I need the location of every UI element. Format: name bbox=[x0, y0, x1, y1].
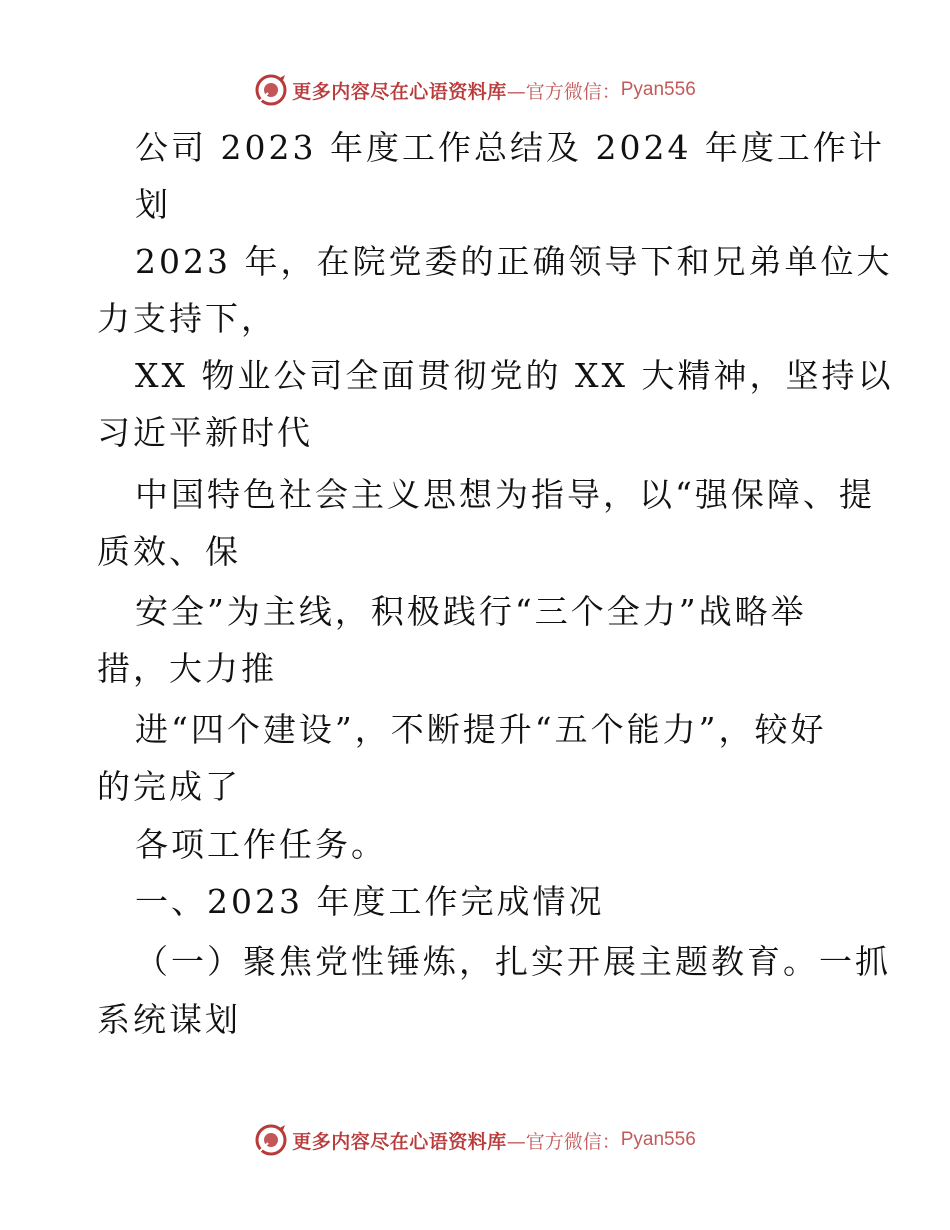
paragraph-line: 习近平新时代 bbox=[97, 413, 313, 452]
watermark-wechat-id: Pyan556 bbox=[620, 1129, 696, 1150]
watermark-wechat-id: Pyan556 bbox=[620, 79, 696, 100]
paragraph-line: 系统谋划 bbox=[97, 1000, 241, 1039]
paragraph-line: 安全”为主线，积极践行“三个全力”战略举 bbox=[135, 592, 807, 631]
pen-logo-icon bbox=[254, 1123, 288, 1157]
section-heading: 一、2023 年度工作完成情况 bbox=[135, 882, 605, 921]
paragraph-line: 的完成了 bbox=[97, 767, 241, 806]
paragraph-line: 2023 年，在院党委的正确领导下和兄弟单位大 bbox=[135, 242, 893, 281]
footer-watermark bbox=[0, 1120, 950, 1160]
watermark-sub-text: —官方微信： bbox=[506, 1130, 621, 1153]
paragraph-line: 中国特色社会主义思想为指导，以“强保障、提 bbox=[135, 475, 875, 514]
paragraph-line: 力支持下， bbox=[97, 299, 277, 338]
paragraph-line: 各项工作任务。 bbox=[135, 825, 387, 864]
paragraph-line: 质效、保 bbox=[97, 532, 241, 571]
paragraph-line: （一）聚焦党性锤炼，扎实开展主题教育。一抓 bbox=[135, 942, 891, 981]
title-line-2: 划 bbox=[135, 185, 171, 224]
paragraph-line: XX 物业公司全面贯彻党的 XX 大精神，坚持以 bbox=[135, 356, 894, 395]
paragraph-line: 进“四个建设”，不断提升“五个能力”，较好 bbox=[135, 710, 827, 749]
watermark-main-text: 更多内容尽在心语资料库 bbox=[292, 1130, 507, 1153]
watermark-sub-text: —官方微信： bbox=[506, 80, 621, 103]
title-line-1: 公司 2023 年度工作总结及 2024 年度工作计 bbox=[135, 128, 885, 167]
watermark-main-text: 更多内容尽在心语资料库 bbox=[292, 80, 507, 103]
paragraph-line: 措，大力推 bbox=[97, 649, 277, 688]
